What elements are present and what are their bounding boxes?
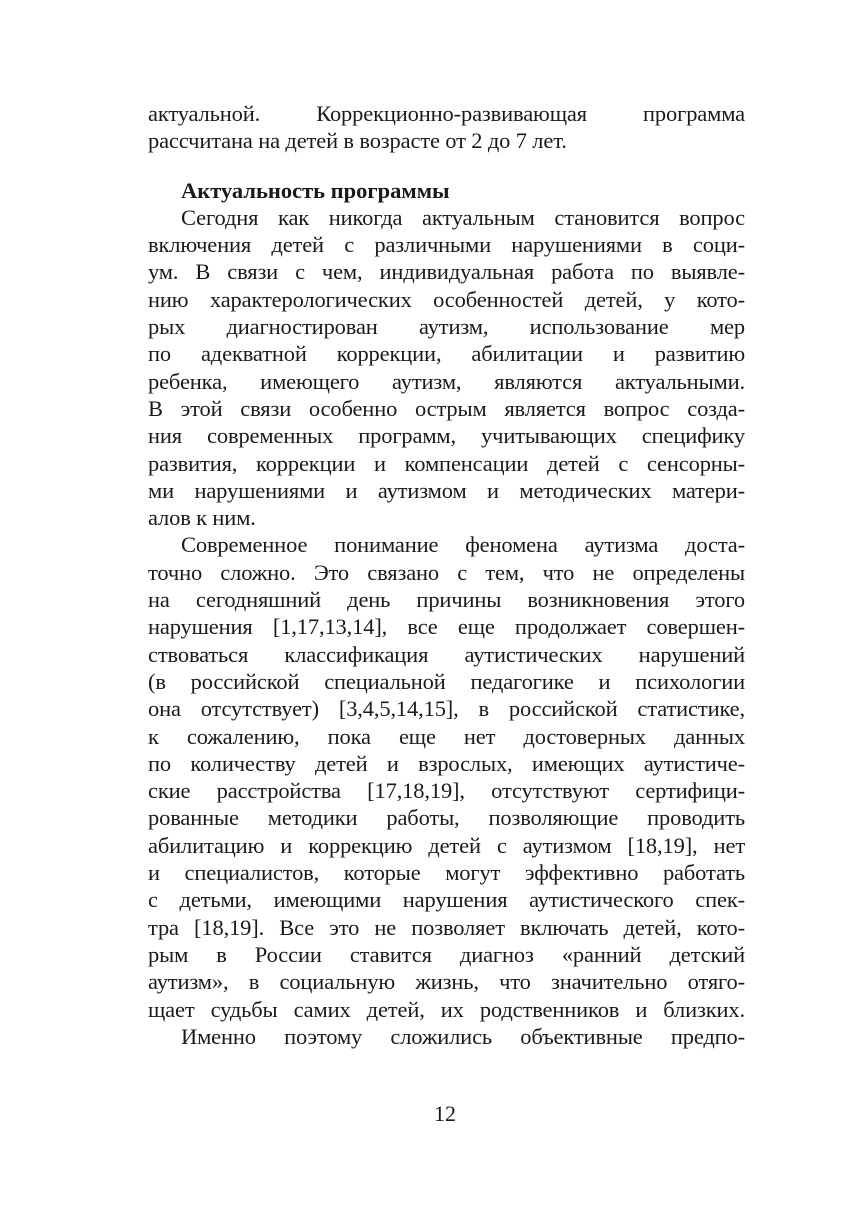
text-line: с детьми, имеющими нарушения аутистического спек- xyxy=(148,887,745,913)
text-line: нарушения [1,17,13,14], все еще продолжает совершен- xyxy=(148,614,745,640)
section-heading: Актуальность программы xyxy=(181,177,450,203)
text-line: ские расстройства [17,18,19], отсутствуют сертифици- xyxy=(148,778,745,804)
text-line: абилитацию и коррекцию детей с аутизмом [18,19], нет xyxy=(148,832,745,858)
text-line: Именно поэтому сложились объективные предпо- xyxy=(181,1023,745,1049)
text-line: тра [18,19]. Все это не позволяет включать детей, кото- xyxy=(148,914,745,940)
document-page xyxy=(148,100,745,1050)
paragraph-1 xyxy=(148,204,745,532)
text-line: Сегодня как никогда актуальным становится вопрос xyxy=(181,204,745,230)
text-line: ум. В связи с чем, индивидуальная работа по выявле- xyxy=(148,259,745,285)
text-line: рых диагностирован аутизм, использование мер xyxy=(148,314,745,340)
text-line: развития, коррекции и компенсации детей с сенсорны- xyxy=(148,450,745,476)
intro-paragraph xyxy=(148,100,745,155)
section-spacer xyxy=(148,155,745,177)
text-line: (в российской специальной педагогике и психологии xyxy=(148,668,745,694)
text-line: актуальной. Коррекционно-развивающая программа xyxy=(148,101,745,126)
text-line: рым в России ставится диагноз «ранний детский xyxy=(148,941,745,967)
paragraph-3 xyxy=(148,1023,745,1050)
text-line: к сожалению, пока еще нет достоверных данных xyxy=(148,723,745,749)
page-number: 12 xyxy=(434,1101,456,1126)
text-line: включения детей с различными нарушениями в соци- xyxy=(148,232,745,258)
text-line: рассчитана на детей в возрасте от 2 до 7 лет. xyxy=(148,128,567,154)
text-line: ния современных программ, учитывающих специфику xyxy=(148,423,745,449)
text-line: нию характерологических особенностей детей, у кото- xyxy=(148,286,745,312)
text-line: ствоваться классификация аутистических нарушений xyxy=(148,641,745,667)
text-line: и специалистов, которые могут эффективно работать xyxy=(148,860,745,886)
paragraph-2 xyxy=(148,531,745,1022)
text-line: ребенка, имеющего аутизм, являются актуальными. xyxy=(148,368,745,394)
text-line: алов к ним. xyxy=(148,505,256,531)
text-line: на сегодняшний день причины возникновения этого xyxy=(148,587,745,613)
text-line: она отсутствует) [3,4,5,14,15], в российской статистике, xyxy=(148,696,745,722)
text-line: аутизм», в социальную жизнь, что значительно отяго- xyxy=(148,969,745,995)
text-line: точно сложно. Это связано с тем, что не определены xyxy=(148,559,745,585)
section-relevance xyxy=(148,177,745,1051)
text-line: по количеству детей и взрослых, имеющих аутистиче- xyxy=(148,750,745,776)
text-line: Современное понимание феномена аутизма доста- xyxy=(181,532,745,558)
text-line: В этой связи особенно острым является вопрос созда- xyxy=(148,395,745,421)
text-line: рованные методики работы, позволяющие проводить xyxy=(148,805,745,831)
text-line: ми нарушениями и аутизмом и методических матери- xyxy=(148,477,745,503)
text-line: по адекватной коррекции, абилитации и развитию xyxy=(148,341,745,367)
text-line: щает судьбы самих детей, их родственников и близких. xyxy=(148,996,745,1022)
